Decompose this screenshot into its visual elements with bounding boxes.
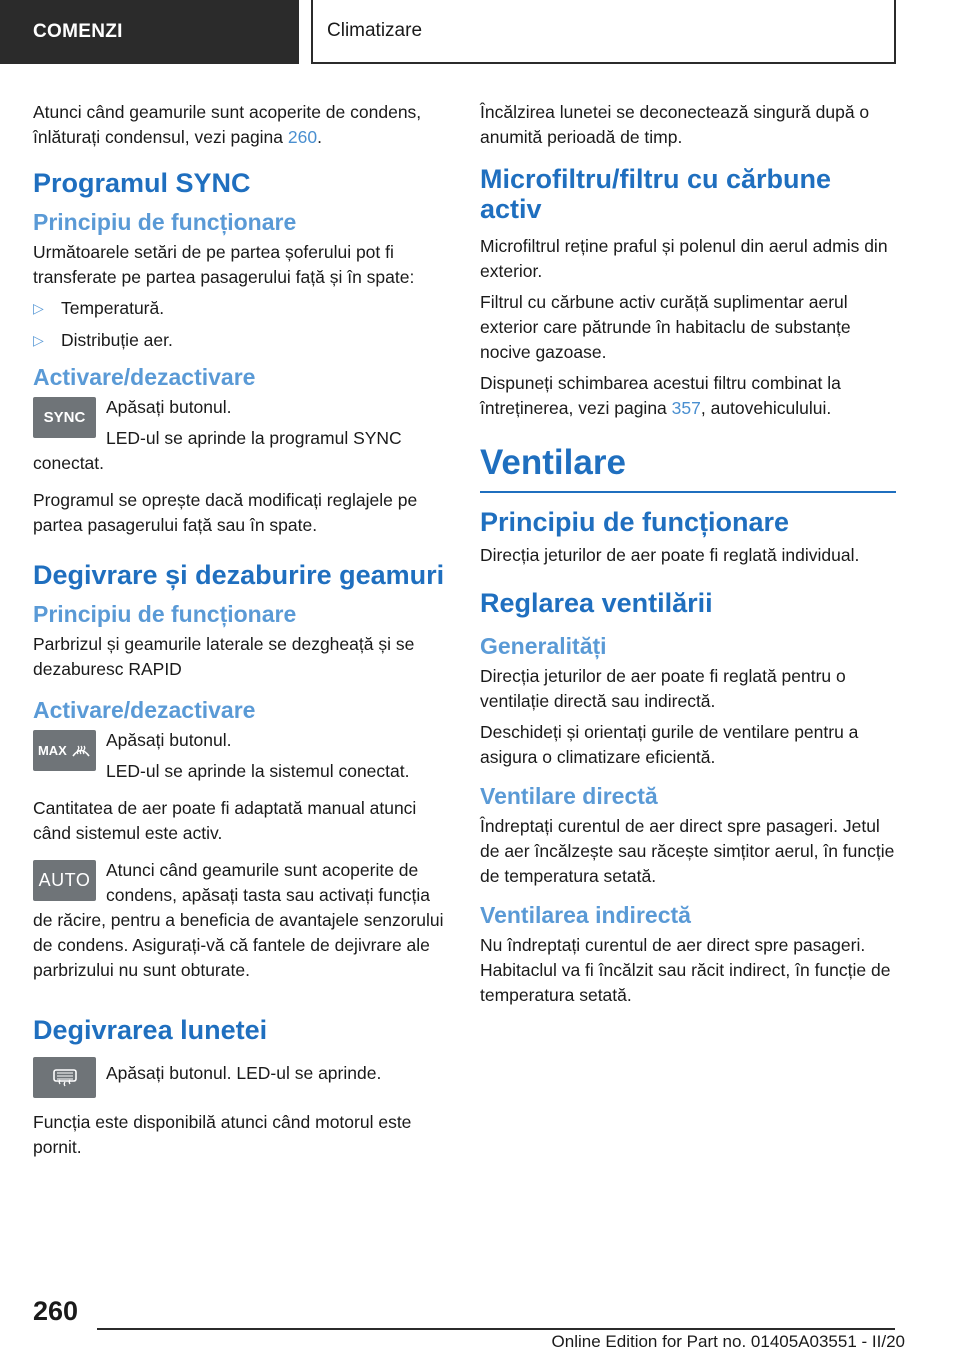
rear-press-text: Apăsați butonul. LED-ul se aprinde.	[106, 1063, 382, 1083]
edition-text: Online Edition for Part no. 01405A03551 - II/20	[551, 1332, 905, 1351]
sync-list	[33, 296, 448, 353]
general-paragraph-1: Direcția jeturilor de aer poate fi reglată pentru o ventilație directă sau indirectă.	[480, 666, 846, 711]
rear-button-block	[33, 1055, 448, 1102]
page-header	[0, 0, 960, 66]
sync-button-icon: SYNC	[33, 397, 96, 438]
left-column	[33, 100, 448, 1166]
ventilation-adjust-heading: Reglarea ventilării	[480, 588, 713, 618]
filter-paragraph-1: Microfiltrul reține praful și polenul din aerul admis din exterior.	[480, 236, 888, 281]
footer-divider	[97, 1328, 895, 1330]
auto-text: Atunci când geamurile sunt acoperite de condens, apăsați tasta sau activați funcția de răcire, pentru a beneficia de avantajele senzorului de condens. Asigurați-vă că fantele de dejivrare ale parbrizului nu sunt obturate.	[33, 860, 444, 980]
sync-principle-text: Următoarele setări de pe partea șoferului pot fi transferate pe partea pasagerului față și în spate:	[33, 242, 415, 287]
max-button-block	[33, 728, 448, 790]
defrost-amount-text: Cantitatea de aer poate fi adaptată manual atunci când sistemul este activ.	[33, 798, 417, 843]
triangle-bullet-icon: ▷	[33, 300, 44, 316]
general-heading: Generalități	[480, 633, 607, 659]
rear-defrost-heading: Degivrarea lunetei	[33, 1015, 268, 1045]
auto-button-icon: AUTO	[33, 860, 96, 901]
rear-auto-off-text: Încălzirea lunetei se deconectează singură după o anumită perioadă de timp.	[480, 102, 870, 147]
sync-press-text: Apăsați butonul.	[106, 397, 232, 417]
indirect-ventilation-heading: Ventilarea indirectă	[480, 902, 691, 928]
intro-paragraph: Atunci când geamurile sunt acoperite de condens, înlăturați condensul, vezi pagina 260.	[33, 102, 422, 147]
defrost-principle-heading: Principiu de funcționare	[33, 601, 297, 627]
windshield-defrost-icon	[71, 743, 91, 759]
rear-available-text: Funcția este disponibilă atunci când motorul este pornit.	[33, 1112, 412, 1157]
defrost-press-text: Apăsați butonul.	[106, 730, 232, 750]
general-paragraph-2: Deschideți și orientați gurile de ventilare pentru a asigura o climatizare eficientă.	[480, 722, 859, 767]
sync-button-block	[33, 395, 448, 482]
direct-ventilation-text: Îndreptați curentul de aer direct spre pasageri. Jetul de aer încălzește sau răcește simțitor aerul, în funcție de temperatura setată.	[480, 816, 895, 886]
chapter-tab[interactable]: Climatizare	[311, 0, 896, 64]
auto-button-block	[33, 858, 448, 989]
list-item: ▷ Distribuție aer.	[33, 328, 448, 353]
sync-heading: Programul SYNC	[33, 168, 251, 198]
sync-principle-heading: Principiu de funcționare	[33, 209, 297, 235]
section-tab[interactable]: COMENZI	[0, 0, 299, 64]
rear-window-defrost-icon	[33, 1057, 96, 1098]
defrost-led-text: LED-ul se aprinde la sistemul conectat.	[106, 761, 410, 781]
page-link-357[interactable]: 357	[671, 398, 701, 418]
ventilation-principle-text: Direcția jeturilor de aer poate fi reglată individual.	[480, 545, 860, 565]
page-link-260[interactable]: 260	[287, 127, 318, 147]
indirect-ventilation-text: Nu îndreptați curentul de aer direct spre pasageri. Habitaclul va fi încălzit sau răcit indirect, în funcție de temperatura setată.	[480, 935, 891, 1005]
filter-paragraph-3: Dispuneți schimbarea acestui filtru combinat la întreținerea, vezi pagina 357, autovehiculului.	[480, 373, 841, 418]
right-column	[480, 100, 896, 1014]
list-item: ▷ Temperatură.	[33, 296, 448, 321]
sync-led-text: LED-ul se aprinde la programul SYNC conectat.	[33, 428, 402, 473]
filter-paragraph-2: Filtrul cu cărbune activ curăță suplimentar aerul exterior care pătrunde în habitaclu de substanțe nocive gazoase.	[480, 292, 851, 362]
defrost-principle-text: Parbrizul și geamurile laterale se dezgheață și se dezaburesc RAPID	[33, 634, 415, 679]
page-number: 260	[33, 1296, 79, 1326]
defrost-activation-heading: Activare/dezactivare	[33, 697, 256, 723]
sync-stop-text: Programul se oprește dacă modificați reglajele pe partea pasagerului față sau în spate.	[33, 490, 418, 535]
triangle-bullet-icon: ▷	[33, 332, 44, 348]
ventilation-heading: Ventilare	[480, 443, 896, 493]
filter-heading: Microfiltru/filtru cu cărbune activ	[480, 164, 832, 224]
direct-ventilation-heading: Ventilare directă	[480, 783, 658, 809]
ventilation-principle-heading: Principiu de funcționare	[480, 507, 790, 537]
max-defrost-button-icon: MAX	[33, 730, 96, 771]
sync-activation-heading: Activare/dezactivare	[33, 364, 256, 390]
defrost-heading: Degivrare și dezaburire geamuri	[33, 560, 445, 590]
